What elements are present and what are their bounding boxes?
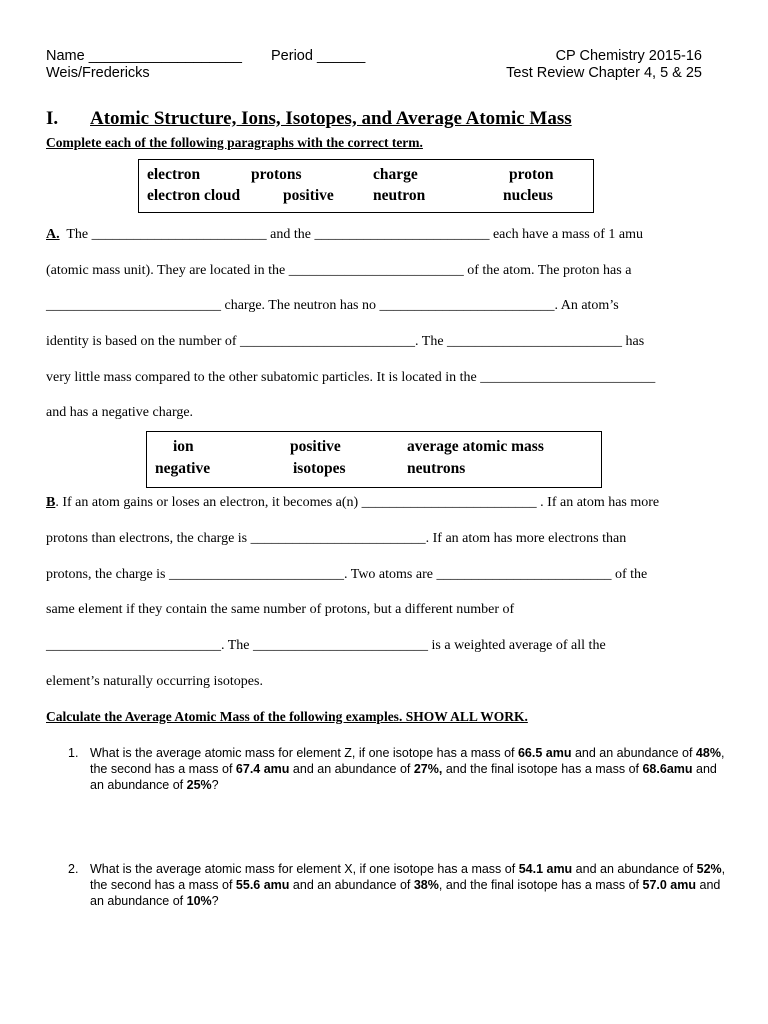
question-text-run: What is the average atomic mass for element Z, if one isotope has a mass of xyxy=(90,746,518,760)
paragraph-a-line: (atomic mass unit). They are located in the _________________________ of the atom. The proton has a xyxy=(46,263,632,278)
question-value: 38% xyxy=(413,878,439,892)
course-title: CP Chemistry 2015-16 xyxy=(555,48,702,64)
question-value: 57.0 amu xyxy=(642,878,697,892)
question-value: 54.1 amu xyxy=(518,862,573,876)
question-text-run: and an abundance of xyxy=(90,878,721,908)
paragraph-b-line: _________________________. The _________________________ is a weighted average of all the xyxy=(46,638,606,653)
paragraph-a-line: identity is based on the number of _________________________. The _________________________ has xyxy=(46,334,645,349)
word-bank-term: isotopes xyxy=(293,460,346,477)
calc-instruction: Calculate the Average Atomic Mass of the following examples. SHOW ALL WORK. xyxy=(46,709,528,724)
paragraph-a-line: _________________________ charge. The neutron has no _________________________. An atom’s xyxy=(46,298,619,313)
question-text-run: and an abundance of xyxy=(289,762,414,776)
question-1-number: 1. xyxy=(68,746,79,760)
period-field: Period ______ xyxy=(271,48,366,64)
teacher-names: Weis/Fredericks xyxy=(46,65,150,81)
question-text-run: What is the average atomic mass for element X, if one isotope has a mass of xyxy=(90,862,519,876)
paragraph-b-line: protons, the charge is _________________________. Two atoms are _________________________ of the xyxy=(46,567,648,582)
question-text-run: and an abundance of xyxy=(90,762,717,792)
question-text-run: and an abundance of xyxy=(289,878,414,892)
word-bank-term: electron xyxy=(147,166,201,183)
paragraph-b-label: B xyxy=(46,495,56,510)
question-value: 48% xyxy=(695,746,721,760)
question-text-run: , and the final isotope has a mass of xyxy=(438,878,643,892)
section-title xyxy=(90,108,572,130)
question-value: 25% xyxy=(186,778,212,792)
word-bank-term: positive xyxy=(283,187,334,204)
question-value: 66.5 amu xyxy=(517,746,572,760)
word-bank-b xyxy=(146,431,602,488)
word-bank-term: nucleus xyxy=(503,187,553,204)
review-title: Test Review Chapter 4, 5 & 25 xyxy=(506,65,702,81)
word-bank-term: protons xyxy=(251,166,302,183)
word-bank-term: electron cloud xyxy=(147,187,241,204)
question-2-number: 2. xyxy=(68,862,79,876)
paragraph-a-line: very little mass compared to the other subatomic particles. It is located in the _________________________ xyxy=(46,370,656,385)
question-2-text xyxy=(90,861,730,909)
word-bank-term: proton xyxy=(509,166,554,183)
question-text-run: ? xyxy=(211,894,219,908)
section-numeral: I. xyxy=(46,108,59,129)
question-value: 55.6 amu xyxy=(235,878,290,892)
paragraph-a-label: A. xyxy=(46,227,60,242)
paragraph-b-line: protons than electrons, the charge is _________________________. If an atom has more electrons than xyxy=(46,531,627,546)
paragraph-a-line: A. The _________________________ and the _________________________ each have a mass of 1 amu xyxy=(46,227,644,242)
paragraph-instruction: Complete each of the following paragraphs with the correct term. xyxy=(46,135,423,150)
word-bank-term: ion xyxy=(173,438,194,455)
name-field: Name ___________________ xyxy=(46,48,242,64)
question-value: 68.6amu xyxy=(642,762,693,776)
paragraph-b-line: B. If an atom gains or loses an electron, it becomes a(n) _________________________ . If an atom has more xyxy=(46,495,660,510)
question-text-run: , the second has a mass of xyxy=(90,862,726,892)
section-title-text: Atomic Structure, Ions, Isotopes, and Average Atomic Mass xyxy=(90,108,572,129)
word-bank-term: neutron xyxy=(373,187,426,204)
word-bank-term: charge xyxy=(373,166,418,183)
question-text-run: ? xyxy=(211,778,219,792)
question-text-run: , the second has a mass of xyxy=(90,746,725,776)
question-1-text xyxy=(90,745,730,793)
paragraph-a-line: and has a negative charge. xyxy=(46,405,194,420)
question-text-run: and an abundance of xyxy=(571,746,696,760)
paragraph-b-line: element’s naturally occurring isotopes. xyxy=(46,674,263,689)
word-bank-term: neutrons xyxy=(407,460,466,477)
question-text-run: and an abundance of xyxy=(572,862,697,876)
word-bank-term: negative xyxy=(155,460,211,477)
word-bank-a xyxy=(138,159,594,213)
question-value: 67.4 amu xyxy=(235,762,290,776)
paragraph-b-line: same element if they contain the same number of protons, but a different number of xyxy=(46,602,515,617)
word-bank-term: positive xyxy=(290,438,341,455)
question-value: 27%, xyxy=(413,762,443,776)
question-value: 10% xyxy=(186,894,212,908)
word-bank-term: average atomic mass xyxy=(407,438,544,455)
question-value: 52% xyxy=(696,862,722,876)
question-text-run: and the final isotope has a mass of xyxy=(442,762,643,776)
